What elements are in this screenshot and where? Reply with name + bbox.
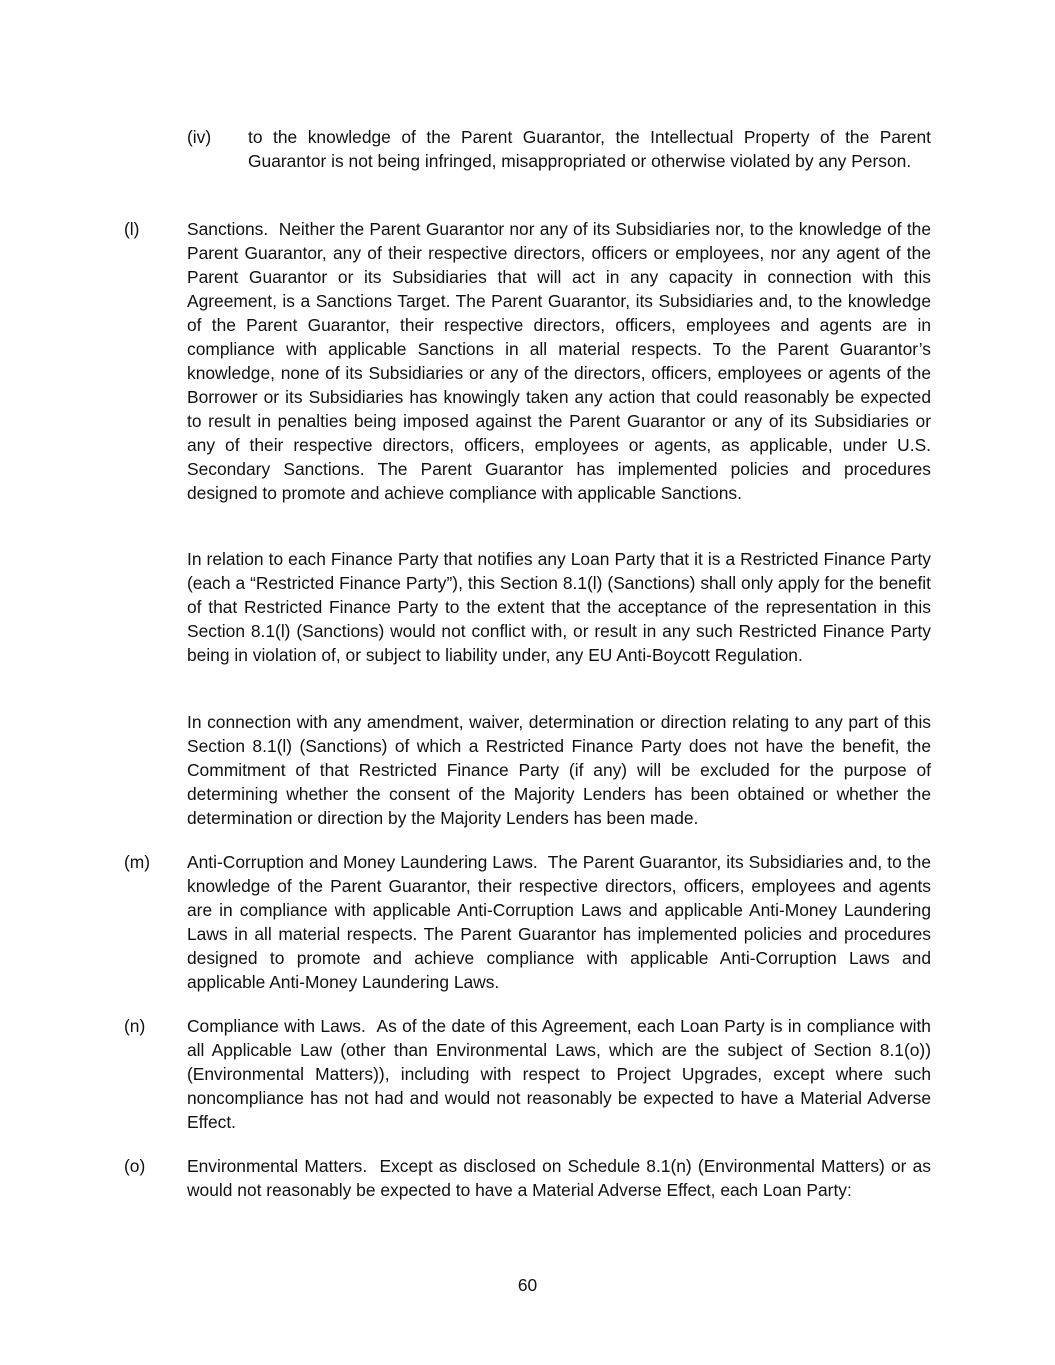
section-o-heading: Environmental Matters. (187, 1156, 368, 1176)
section-m-heading: Anti-Corruption and Money Laundering Laws. (187, 852, 538, 872)
section-l-para1 (187, 217, 931, 505)
section-o (187, 1154, 931, 1202)
section-o-text: Except as disclosed on Schedule 8.1(n) (Environmental Matters) or as would not reasonably be expected to have a Material Adverse Effect, each Loan Party: (187, 1156, 931, 1200)
section-o-label: (o) (124, 1156, 146, 1176)
item-iv (248, 125, 931, 173)
section-n-heading: Compliance with Laws. (187, 1016, 366, 1036)
section-m-label: (m) (124, 852, 151, 872)
section-l-restricted-party (187, 547, 931, 667)
item-iv-label: (iv) (187, 127, 212, 147)
section-l-amendments (187, 710, 931, 830)
section-l-heading: Sanctions. (187, 219, 269, 239)
section-l-text: Neither the Parent Guarantor nor any of its Subsidiaries nor, to the knowledge of the Parent Guarantor, any of their respective directors, officers or employees, nor any agent of the Parent Guarantor or its Subsidiaries that will act in any capacity in connection with this Agreement, is a Sanctions Target. The Parent Guarantor, its Subsidiaries and, to the knowledge of the Parent Guarantor, their respective directors, officers, employees and agents are in compliance with applicable Sanctions in all material respects. To the Parent Guarantor’s knowledge, none of its Subsidiaries or any of the directors, officers, employees or agents of the Borrower or its Subsidiaries has knowingly taken any action that could reasonably be expected to result in penalties being imposed against the Parent Guarantor or any of its Subsidiaries or any of their respective directors, officers, employees or agents, as applicable, under U.S. Secondary Sanctions. The Parent Guarantor has implemented policies and procedures designed to promote and achieve compliance with applicable Sanctions. (187, 219, 931, 503)
section-n-label: (n) (124, 1016, 146, 1036)
page-number: 60 (517, 1275, 538, 1295)
section-l-para2: In relation to each Finance Party that notifies any Loan Party that it is a Restricted Finance Party (each a “Restricted Finance Party”), this Section 8.1(l) (Sanctions) shall only apply for the benefit of that Restricted Finance Party to the extent that the acceptance of the representation in this Section 8.1(l) (Sanctions) would not conflict with, or result in any such Restricted Finance Party being in violation of, or subject to liability under, any EU Anti-Boycott Regulation. (187, 549, 931, 665)
section-m-text: The Parent Guarantor, its Subsidiaries and, to the knowledge of the Parent Guarantor, their respective directors, officers, employees and agents are in compliance with applicable Anti-Corruption Laws and applicable Anti-Money Laundering Laws in all material respects. The Parent Guarantor has implemented policies and procedures designed to promote and achieve compliance with applicable Anti-Corruption Laws and applicable Anti-Money Laundering Laws. (187, 852, 931, 992)
section-n (187, 1014, 931, 1134)
section-m-para (187, 850, 931, 994)
section-o-para (187, 1154, 931, 1202)
section-l (187, 217, 931, 505)
section-l-label: (l) (124, 219, 140, 239)
section-l-para3: In connection with any amendment, waiver, determination or direction relating to any part of this Section 8.1(l) (Sanctions) of which a Restricted Finance Party does not have the benefit, the Commitment of that Restricted Finance Party (if any) will be excluded for the purpose of determining whether the consent of the Majority Lenders has been obtained or whether the determination or direction by the Majority Lenders has been made. (187, 712, 931, 828)
section-n-para (187, 1014, 931, 1134)
section-n-text: As of the date of this Agreement, each Loan Party is in compliance with all Applicable Law (other than Environmental Laws, which are the subject of Section 8.1(o)) (Environmental Matters)), including with respect to Project Upgrades, except where such noncompliance has not had and would not reasonably be expected to have a Material Adverse Effect. (187, 1016, 931, 1132)
section-m (187, 850, 931, 994)
item-iv-text: to the knowledge of the Parent Guarantor, the Intellectual Property of the Parent Guarantor is not being infringed, misappropriated or otherwise violated by any Person. (248, 127, 931, 171)
